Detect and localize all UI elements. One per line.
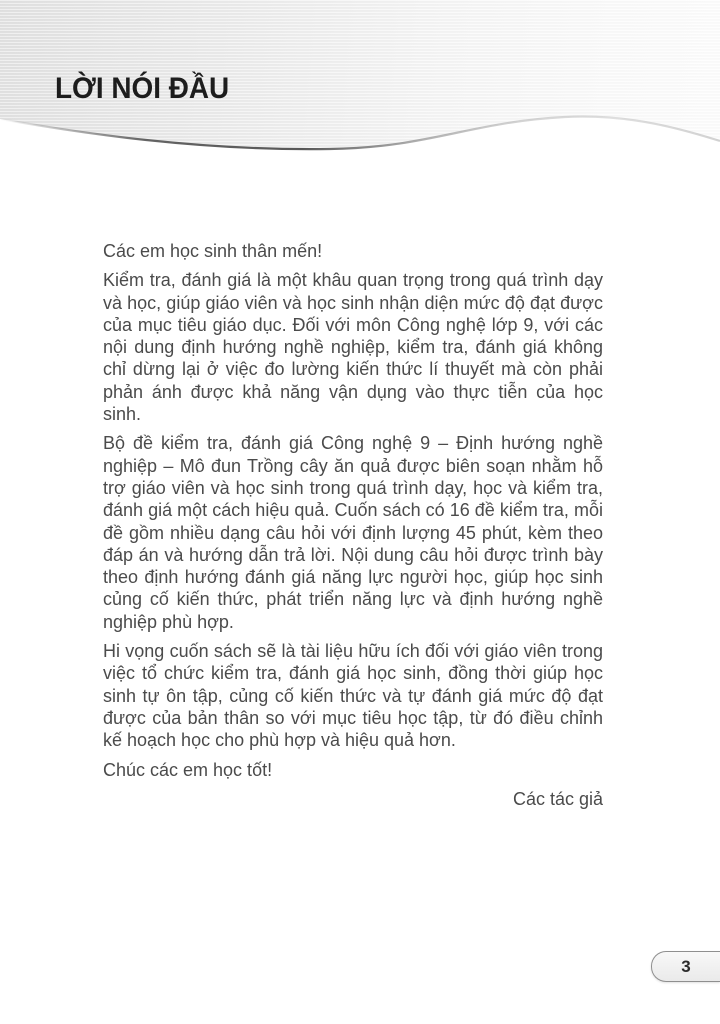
closing-line: Chúc các em học tốt! bbox=[103, 759, 273, 780]
paragraph-1: Kiểm tra, đánh giá là một khâu quan trọng trong quá trình dạy và học, giúp giáo viên và học sinh nhận diện mức độ đạt được của mục tiêu giáo dục. Đối với môn Công nghệ lớp 9, với các nội dung định hướng nghề nghiệp, kiểm tra, đánh giá không chỉ dừng lại ở việc đo lường kiến thức lí thuyết mà còn phải phản ánh được khả năng vận dụng vào thực tiễn của học sinh. bbox=[103, 270, 603, 425]
header-band bbox=[0, 0, 720, 170]
paragraph-3: Hi vọng cuốn sách sẽ là tài liệu hữu ích đối với giáo viên trong việc tổ chức kiểm tra, đánh giá học sinh, đồng thời giúp học sinh tự ôn tập, củng cố kiến thức và tự đánh giá mức độ đạt được của bản thân so với mục tiêu học tập, từ đó điều chỉnh kế hoạch học cho phù hợp và hiệu quả hơn. bbox=[103, 641, 603, 751]
page-number: 3 bbox=[681, 956, 691, 976]
salutation-line: Các em học sinh thân mến! bbox=[103, 241, 323, 261]
signature-line: Các tác giả bbox=[512, 788, 603, 809]
paragraph-2: Bộ đề kiểm tra, đánh giá Công nghệ 9 – Định hướng nghề nghiệp – Mô đun Trồng cây ăn quả được biên soạn nhằm hỗ trợ giáo viên và học sinh trong quá trình dạy, học và kiểm tra, đánh giá một cách hiệu quả. Cuốn sách có 16 đề kiểm tra, mỗi đề gồm nhiều dạng câu hỏi với định lượng 45 phút, kèm theo đáp án và hướng dẫn trả lời. Nội dung câu hỏi được trình bày theo định hướng đánh giá năng lực người học, giúp học sinh củng cố kiến thức, phát triển năng lực và định hướng nghề nghiệp phù hợp. bbox=[103, 433, 603, 632]
preface-text bbox=[103, 240, 603, 817]
page-title: LỜI NÓI ĐẦU bbox=[55, 72, 230, 105]
page-number-tab bbox=[651, 951, 720, 982]
